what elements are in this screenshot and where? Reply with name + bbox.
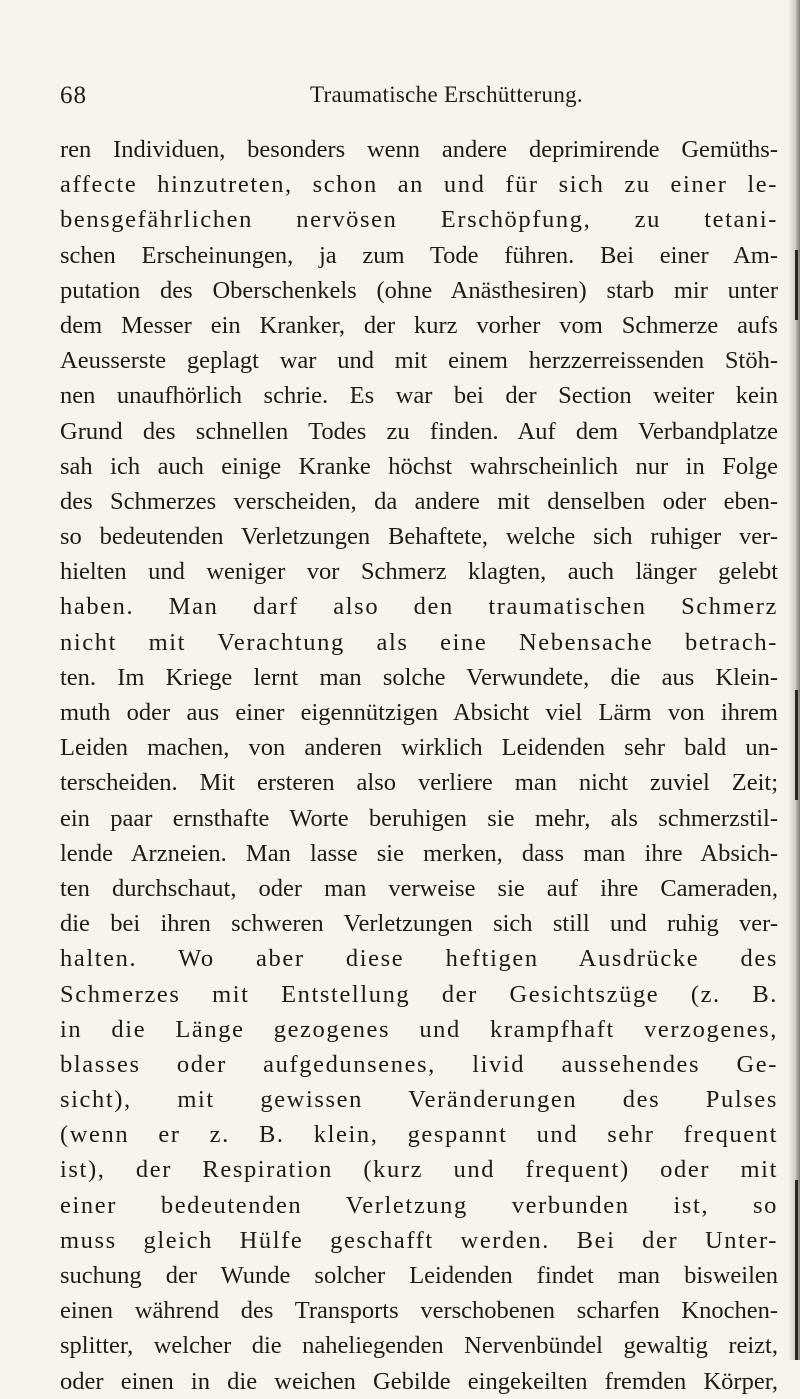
text-line: splitter, welcher die naheliegenden Nervenbündel gewaltig reizt, (60, 1332, 778, 1360)
running-title: Traumatische Erschütterung. (310, 82, 583, 107)
text-line: nicht mit Verachtung als eine Nebensache betrach- (60, 628, 778, 656)
text-line: halten. Wo aber diese heftigen Ausdrücke des (60, 945, 778, 973)
page-edge-mark (795, 690, 798, 800)
text-line: einer bedeutenden Verletzung verbunden ist, so (60, 1191, 778, 1219)
text-line: dem Messer ein Kranker, der kurz vorher vom Schmerze aufs (60, 311, 778, 339)
text-line: ten durchschaut, oder man verweise sie auf ihre Cameraden, (60, 874, 778, 902)
text-line: schen Erscheinungen, ja zum Tode führen. Bei einer Am- (60, 241, 778, 269)
page-edge-mark (795, 1180, 798, 1360)
text-line: die bei ihren schweren Verletzungen sich still und ruhig ver- (60, 910, 778, 938)
text-line: in die Länge gezogenes und krampfhaft verzogenes, (60, 1015, 778, 1043)
text-line: Schmerzes mit Entstellung der Gesichtszüge (z. B. (60, 980, 778, 1008)
text-line: lende Arzneien. Man lasse sie merken, dass man ihre Absich- (60, 839, 778, 867)
text-line: hielten und weniger vor Schmerz klagten, auch länger gelebt (60, 558, 778, 586)
text-line: (wenn er z. B. klein, gespannt und sehr frequent (60, 1121, 778, 1149)
page-number: 68 (60, 82, 87, 109)
text-line: sicht), mit gewissen Veränderungen des Pulses (60, 1086, 778, 1114)
text-line: so bedeutenden Verletzungen Behaftete, welche sich ruhiger ver- (60, 523, 778, 551)
text-line: des Schmerzes verscheiden, da andere mit denselben oder eben- (60, 487, 778, 515)
text-line: terscheiden. Mit ersteren also verliere man nicht zuviel Zeit; (60, 769, 778, 797)
text-line: Aeusserste geplagt war und mit einem herzzerreissenden Stöh- (60, 347, 778, 375)
text-line: bensgefährlichen nervösen Erschöpfung, zu tetani- (60, 206, 778, 234)
text-line: oder einen in die weichen Gebilde eingekeilten fremden Körper, (60, 1367, 778, 1395)
text-line: Leiden machen, von anderen wirklich Leidenden sehr bald un- (60, 734, 778, 762)
text-line: affecte hinzutreten, schon an und für sich zu einer le- (60, 171, 778, 199)
text-line: muth oder aus einer eigennützigen Absicht viel Lärm von ihrem (60, 699, 778, 726)
running-head (60, 82, 760, 116)
text-line: ist), der Respiration (kurz und frequent) oder mit (60, 1156, 778, 1184)
text-line: suchung der Wunde solcher Leidenden findet man bisweilen (60, 1262, 778, 1289)
text-line: ein paar ernsthafte Worte beruhigen sie mehr, als schmerzstil- (60, 804, 778, 832)
page-edge-mark (795, 250, 798, 320)
body-text (60, 132, 778, 1399)
text-line: einen während des Transports verschobenen scharfen Knochen- (60, 1297, 778, 1325)
text-line: putation des Oberschenkels (ohne Anästhesiren) starb mir unter (60, 276, 778, 304)
text-line: sah ich auch einige Kranke höchst wahrscheinlich nur in Folge (60, 452, 778, 480)
text-line: Grund des schnellen Todes zu finden. Auf dem Verbandplatze (60, 417, 778, 445)
text-line: blasses oder aufgedunsenes, livid aussehendes Ge- (60, 1050, 778, 1078)
text-line: ren Individuen, besonders wenn andere deprimirende Gemüths- (60, 136, 778, 163)
text-line: nen unaufhörlich schrie. Es war bei der Section weiter kein (60, 382, 778, 410)
text-line: muss gleich Hülfe geschafft werden. Bei der Unter- (60, 1226, 778, 1254)
text-line: ten. Im Kriege lernt man solche Verwundete, die aus Klein- (60, 663, 778, 691)
text-line: haben. Man darf also den traumatischen Schmerz (60, 593, 778, 621)
page-edge-shadow (788, 0, 800, 1360)
